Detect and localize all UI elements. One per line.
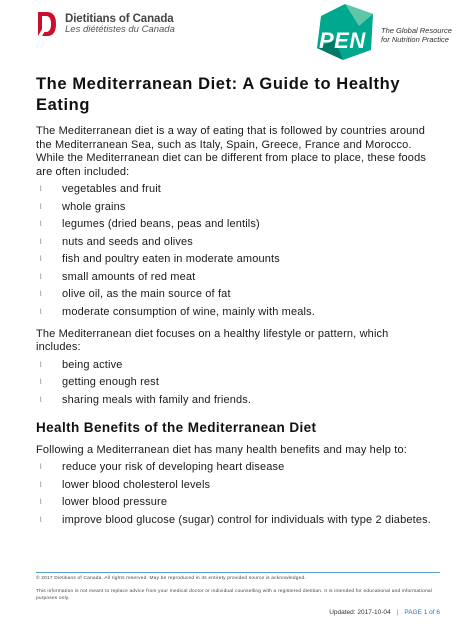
- dietitians-logo-icon: [36, 10, 60, 38]
- bullet-icon: l: [40, 516, 42, 524]
- page-header: [0, 0, 474, 66]
- bullet-icon: l: [40, 481, 42, 489]
- list-item-text: fish and poultry eaten in moderate amounts: [62, 253, 280, 265]
- page-number: PAGE 1 of 6: [404, 609, 440, 616]
- document-body: [36, 74, 436, 536]
- pen-tagline: [381, 26, 463, 44]
- document-title: The Mediterranean Diet: A Guide to Healthy Eating: [36, 75, 401, 114]
- org-name-french: Les diététistes du Canada: [65, 24, 175, 36]
- dietitians-of-canada-logo: [36, 10, 175, 38]
- list-item: [36, 496, 436, 510]
- bullet-icon: l: [40, 291, 42, 298]
- list-item-text: whole grains: [62, 200, 126, 213]
- list-item: [36, 359, 436, 373]
- bullet-icon: l: [40, 361, 42, 369]
- list-item: [36, 479, 436, 493]
- list-item: [36, 461, 436, 475]
- list-item: [36, 218, 436, 232]
- page-info: [329, 609, 440, 616]
- list-item-text: sharing meals with family and friends.: [62, 393, 252, 406]
- list-item: [36, 201, 436, 215]
- list-item-text: lower blood pressure: [62, 496, 168, 508]
- list-item-text: small amounts of red meat: [62, 270, 196, 283]
- bullet-icon: l: [40, 499, 42, 506]
- benefits-intro: Following a Mediterranean diet has many health benefits and may help to:: [36, 443, 407, 456]
- pen-tagline-line-1: The Global Resource: [381, 26, 452, 35]
- bullet-icon: l: [40, 379, 42, 386]
- list-item-text: lower blood cholesterol levels: [62, 478, 211, 491]
- bullet-icon: l: [40, 396, 42, 404]
- lifestyle-intro: The Mediterranean diet focuses on a healthy lifestyle or pattern, which includes:: [36, 327, 389, 353]
- list-item-text: reduce your risk of developing heart disease: [62, 461, 285, 473]
- list-item-text: legumes (dried beans, peas and lentils): [62, 218, 260, 230]
- list-item: [36, 306, 436, 320]
- bullet-icon: l: [40, 308, 42, 316]
- pen-logo: [315, 4, 465, 62]
- list-item: [36, 236, 436, 250]
- updated-date: Updated: 2017-10-04: [329, 609, 391, 616]
- bullet-icon: l: [40, 221, 42, 228]
- list-item: [36, 253, 436, 267]
- bullet-icon: l: [40, 273, 42, 281]
- pen-wordmark: PEN: [319, 28, 366, 53]
- foods-list: [36, 183, 436, 320]
- list-item: [36, 183, 436, 197]
- pen-tagline-line-2: for Nutrition Practice: [381, 35, 449, 44]
- bullet-icon: l: [40, 203, 42, 211]
- bullet-icon: l: [40, 238, 42, 246]
- list-item-text: improve blood glucose (sugar) control for individuals with type 2 diabetes.: [62, 513, 431, 526]
- footer-divider: [36, 572, 440, 573]
- list-item-text: nuts and seeds and olives: [62, 235, 193, 248]
- list-item: [36, 376, 436, 390]
- bullet-icon: l: [40, 256, 42, 263]
- intro-paragraph: The Mediterranean diet is a way of eating that is followed by countries around the Mediterranean Sea, such as Italy, Spain, Greece, France and Morocco. While the Mediterranean diet can be different from place to place, these foods are often included:: [36, 125, 426, 178]
- list-item: [36, 288, 436, 302]
- benefits-list: [36, 461, 436, 528]
- disclaimer-text: This information is not meant to replace advice from your medical doctor or individual counselling with a registered dietitian. It is intended for educational and informational purposes only.: [36, 589, 432, 601]
- copyright-notice: © 2017 Dietitians of Canada. All rights reserved. May be reproduced in its entirety provided source is acknowledged.: [36, 576, 306, 581]
- list-item-text: being active: [62, 358, 123, 371]
- bullet-icon: l: [40, 464, 42, 471]
- benefits-heading: Health Benefits of the Mediterranean Diet: [36, 419, 317, 435]
- lifestyle-list: [36, 359, 436, 408]
- list-item-text: olive oil, as the main source of fat: [62, 288, 231, 300]
- list-item-text: moderate consumption of wine, mainly with meals.: [62, 305, 315, 318]
- list-item: [36, 514, 436, 528]
- list-item-text: vegetables and fruit: [62, 183, 162, 195]
- page-info-separator: |: [396, 609, 399, 616]
- list-item: [36, 271, 436, 285]
- list-item-text: getting enough rest: [62, 376, 160, 388]
- bullet-icon: l: [40, 186, 42, 193]
- org-name: Dietitians of Canada: [65, 12, 174, 25]
- list-item: [36, 394, 436, 408]
